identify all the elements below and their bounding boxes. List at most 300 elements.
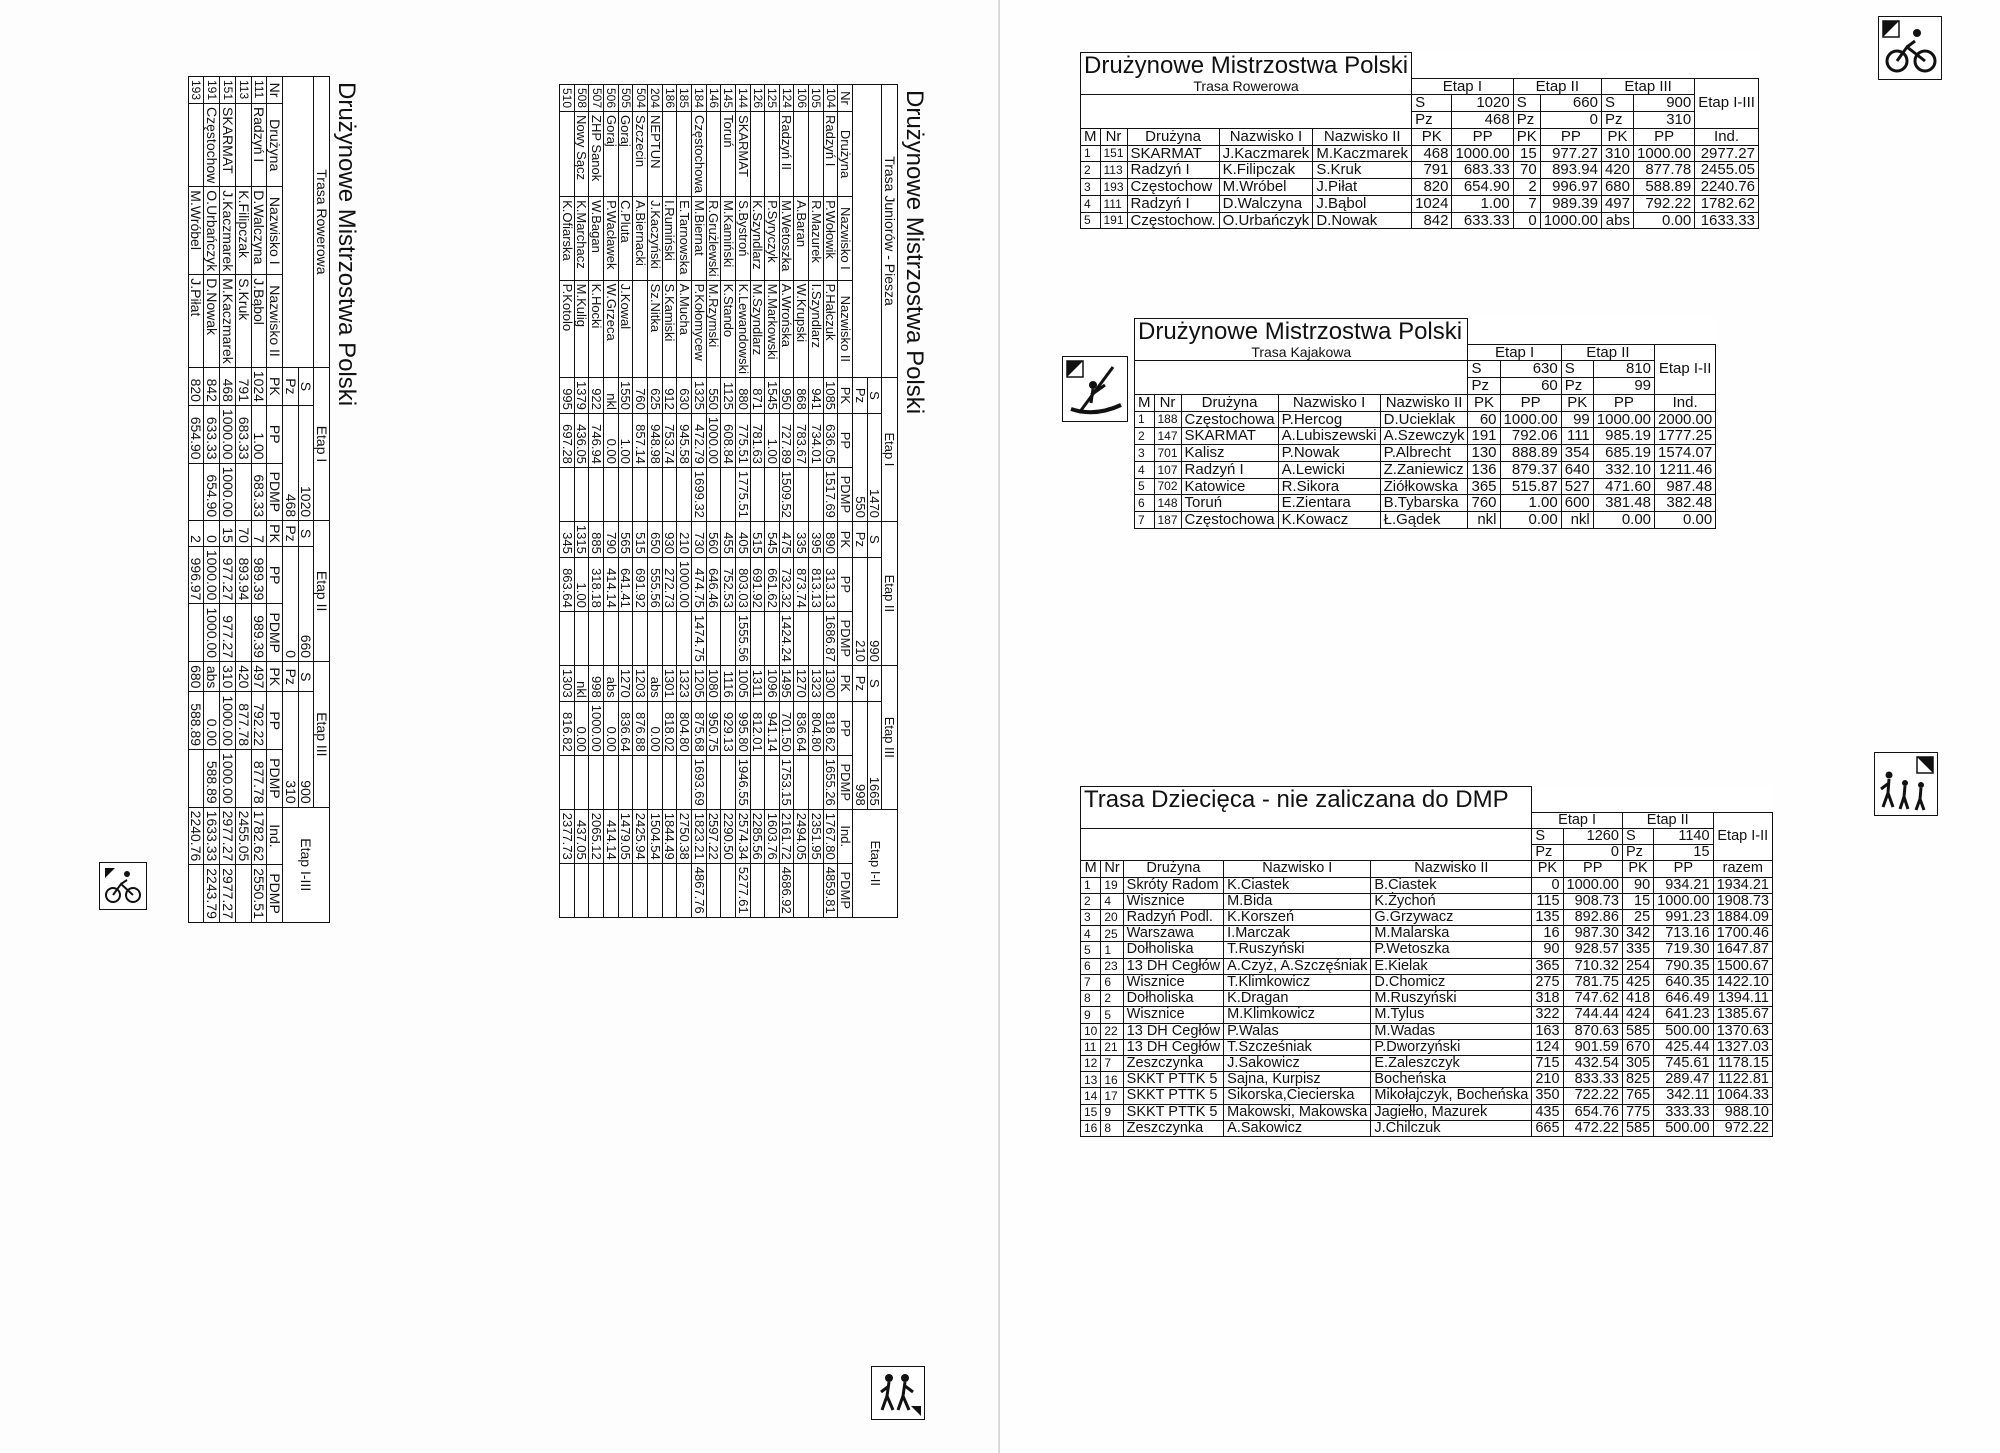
walk-left-row-cell-ind: 414.14 [604,809,619,863]
bike-left-row-cell-nr: 113 [235,77,251,104]
walk-left-row-cell-pdmp1 [633,467,648,521]
kids-row [1081,1055,1773,1071]
bike-row-cell-pk3: 680 [1601,179,1633,196]
kids-row [1081,926,1773,942]
walk-left-row [721,85,736,918]
bike-row-cell-pp1: 633.33 [1452,212,1513,229]
kids-row-cell-pp2: 425.44 [1654,1039,1713,1055]
walk-left-row-cell-n2: I.Szyndlarz [809,280,824,377]
bike-left-row-cell-n1: J.Kaczmarek [220,187,236,275]
bike-left-row-cell-pdmp1: 683.33 [251,463,267,521]
bike-row-cell-n2: J.Bąbol [1313,195,1412,212]
kayak-title-spacer [1468,319,1716,345]
walk-left-row-cell-pk2: 650 [648,521,663,557]
kayak-row-cell-team: SKARMAT [1181,428,1278,445]
walk-left-row-cell-pp1: 0.00 [604,413,619,467]
walk-left-col-pdmp2: PDMP [838,611,853,665]
kayak-row-cell-pk1: 365 [1468,478,1500,495]
bike-left-col-nr: Nr [267,77,283,104]
bike-left-etap1-label: Etap I [314,367,330,520]
kids-row-cell-pp1: 472.22 [1563,1120,1622,1136]
kayak-row-cell-pp2: 985.19 [1593,428,1654,445]
bike-left-col-n2: Nazwisko II [267,275,283,368]
walk-left-row-cell-pdmp3 [706,755,721,809]
bike-left-row-cell-ind: 1633.33 [204,807,220,865]
kids-col-pk1: PK [1532,861,1563,877]
kids-row-cell-nr: 7 [1101,1055,1123,1071]
walk-left-row-cell-pp2: 752.53 [721,557,736,611]
walk-left-row-cell-pdmp3 [794,755,809,809]
walk-left-row [735,85,750,918]
bike-left-s3-label: S [298,662,314,692]
bike-left-row-cell-pk1: 791 [235,367,251,405]
kayak-row-cell-ind: 1777.25 [1655,428,1716,445]
walk-left-pz2-label: Pz [853,521,868,557]
kayak-col-pk1: PK [1468,394,1500,411]
hikers-icon [871,1366,925,1420]
bike-row [1081,212,1759,229]
walk-left-row-cell-pk2: 890 [823,521,838,557]
walk-left-row-cell-pk3: 1495 [779,665,794,701]
walk-left-s1-label: S [867,377,882,413]
walk-left-row-cell-ind: 2494.05 [794,809,809,863]
kayak-row-cell-nr: 148 [1154,495,1181,512]
kayak-row-cell-pp2: 685.19 [1593,445,1654,462]
bike-left-row-cell-ind: 1782.62 [251,807,267,865]
walk-left-row-cell-pk2: 405 [735,521,750,557]
kayak-col-pp1: PP [1500,394,1561,411]
walk-left-row-cell-team: NEPTUN [648,112,663,197]
kids-row-cell-pp2: 745.61 [1654,1055,1713,1071]
bike-left-col-druzyna: Drużyna [267,104,283,187]
walk-left-row-cell-ind: 1479.05 [618,809,633,863]
bike-left-row-cell-nr: 193 [188,77,204,104]
kids-row-cell-ind: 988.10 [1713,1104,1772,1120]
walk-left-row-cell-pp2: 732.32 [779,557,794,611]
bike-left-col-ind: Ind. [267,807,283,865]
walk-left-row-cell-pk3: 1205 [691,665,706,701]
kayak-icon [1062,356,1128,422]
kids-row-cell-n1: T.Klimkowicz [1224,974,1371,990]
bike-row-cell-ind: 1633.33 [1695,212,1759,229]
walk-left-row-cell-pdmp: 5277.61 [735,863,750,917]
bike-left-row [220,77,236,923]
kayak-row-cell-team: Częstochowa [1181,411,1278,428]
kids-row-cell-pk1: 665 [1532,1120,1563,1136]
walk-left-row-cell-pdmp3 [809,755,824,809]
walk-left-row-cell-pdmp3 [560,755,575,809]
kids-row-cell-pk1: 0 [1532,877,1563,893]
walk-left-row-cell-pk2: 345 [560,521,575,557]
kids-row-cell-pk1: 90 [1532,942,1563,958]
kids-row-cell-m: 12 [1081,1055,1101,1071]
bike-left-row-cell-pdmp3 [188,750,204,808]
kayak-row-cell-ind: 2000.00 [1655,411,1716,428]
walk-left-row-cell-pp3: 876.88 [633,701,648,755]
bike-left-total-label: Etap I-III [282,807,329,922]
kids-col-pp2: PP [1654,861,1713,877]
kayak-row-cell-n2: D.Ucieklak [1380,411,1468,428]
kids-row-cell-m: 13 [1081,1072,1101,1088]
bike-left-row-cell-pp1: 654.90 [188,405,204,463]
kids-row-cell-nr: 2 [1101,991,1123,1007]
walk-left-row-cell-nr: 204 [648,85,663,112]
walk-left-row-cell-team [794,112,809,197]
kids-row-cell-m: 5 [1081,942,1101,958]
kayak-row-cell-pp2: 471.60 [1593,478,1654,495]
bike-row-cell-team: Radzyń I [1127,195,1219,212]
kids-row-cell-nr: 23 [1101,958,1123,974]
bike-left-s2-value: 660 [298,546,314,661]
walk-left-row-cell-pdmp1 [589,467,604,521]
bike-left-row-cell-pk1: 820 [188,367,204,405]
kayak-row [1135,478,1716,495]
walk-left-row-cell-n2 [633,280,648,377]
walk-left-row-cell-pk2: 395 [809,521,824,557]
bike-row-cell-pk3: 497 [1601,195,1633,212]
walk-left-row-cell-ind: 2597.22 [706,809,721,863]
kayak-row-cell-m: 2 [1135,428,1155,445]
bike-s2-value: 660 [1540,95,1601,112]
bike-left-row-cell-pdmp: 2977.27 [220,865,236,923]
kayak-row-cell-pk1: 130 [1468,445,1500,462]
kids-results-table [1080,786,1773,1137]
bike-col-pp3: PP [1633,128,1694,145]
walk-left-row-cell-pdmp2 [721,611,736,665]
walk-left-row-cell-pk1: 995 [560,377,575,413]
walk-left-row-cell-n1: A.Baran [794,197,809,281]
bike-left-row-cell-nr: 151 [220,77,236,104]
bike-left-pz1-label: Pz [282,367,298,405]
walk-left-row-cell-nr: 504 [633,85,648,112]
walk-left-row-cell-pp2: 691.92 [750,557,765,611]
walk-left-row-cell-pp1: 727.89 [779,413,794,467]
walk-left-row-cell-pp2: 803.03 [735,557,750,611]
walk-left-row-cell-team: Radzyń II [779,112,794,197]
family-walk-icon [1874,752,1938,816]
bike-left-row-cell-pdmp [188,865,204,923]
kayak-row-cell-pk2: 99 [1561,411,1593,428]
kids-row-cell-team: SKKT PTTK 5 [1123,1072,1224,1088]
hikers-icon-svg [875,1370,921,1416]
kids-row-cell-pk2: 418 [1622,991,1653,1007]
walk-left-row-cell-pdmp [589,863,604,917]
kids-row [1081,974,1773,990]
bike-left-row-cell-nr: 111 [251,77,267,104]
bike-row-cell-ind: 2240.76 [1695,179,1759,196]
walk-left-row-cell-team: Nowy Sącz [574,112,589,197]
bike-row-cell-team: Częstochow [1127,179,1219,196]
bike-s1-value: 1020 [1452,95,1513,112]
walk-left-row-cell-pdmp2 [794,611,809,665]
kids-row-cell-ind: 972.22 [1713,1120,1772,1136]
bike-row-cell-pk3: abs [1601,212,1633,229]
kids-row-cell-n1: T.Ruszyński [1224,942,1371,958]
walk-left-row [560,85,575,918]
kids-row-cell-pp1: 744.44 [1563,1007,1622,1023]
walk-left-row-cell-pk2: 545 [765,521,780,557]
walk-left-row-cell-pp3: 701.50 [779,701,794,755]
kayak-row-cell-n1: A.Lubiszewski [1278,428,1380,445]
kids-row-cell-pk1: 115 [1532,893,1563,909]
kayak-col-n2: Nazwisko II [1380,394,1468,411]
walk-left-row-cell-team: Goraj [618,112,633,197]
kids-row-cell-pp1: 432.54 [1563,1055,1622,1071]
walk-left-col-pk2: PK [838,521,853,557]
kayak-row-cell-team: Katowice [1181,478,1278,495]
walk-left-row-cell-pk2: 515 [750,521,765,557]
walk-left-row-cell-ind: 2377.73 [560,809,575,863]
kids-row-cell-team: Radzyń Podl. [1123,910,1224,926]
bike-row [1081,179,1759,196]
kids-row-cell-pp1: 781.75 [1563,974,1622,990]
walk-left-row-cell-nr: 104 [823,85,838,112]
rotated-walk-table-container [559,84,930,918]
walk-left-col-pp1: PP [838,413,853,467]
bike-col-pk3: PK [1601,128,1633,145]
bike-pz1-value: 468 [1452,112,1513,129]
kids-row-cell-pp1: 833.33 [1563,1072,1622,1088]
kids-row [1081,942,1773,958]
bike-left-row-cell-pdmp3: 877.78 [251,750,267,808]
bike-left-pz3-label: Pz [282,662,298,692]
walk-left-row-cell-n1: M.Biernat [691,197,706,281]
bike-left-row-cell-pp2: 996.97 [188,546,204,604]
walk-left-pz3-label: Pz [853,665,868,701]
walk-left-row-cell-ind: 2290.50 [721,809,736,863]
kids-row-cell-ind: 1178.15 [1713,1055,1772,1071]
bike-left-col-pk3: PK [267,662,283,692]
bike-row-cell-pk2: 0 [1513,212,1540,229]
kayak-row [1135,461,1716,478]
kids-row-cell-ind: 1500.67 [1713,958,1772,974]
kids-row-cell-n1: Makowski, Makowska [1224,1104,1371,1120]
bike-left-row-cell-n2: J.Piłat [188,275,204,368]
bike-left-row-cell-n1: O.Urbańczyk [204,187,220,275]
kayak-etap1-label: Etap I [1468,344,1561,361]
walk-left-row-cell-pk3: 1300 [823,665,838,701]
walk-left-row-cell-pp1: 781.63 [750,413,765,467]
kayak-col-m: M [1135,394,1155,411]
walk-left-row-cell-pp2: 863.64 [560,557,575,611]
kids-row [1081,1072,1773,1088]
walk-left-row-cell-n2: W.Grzeca [604,280,619,377]
walk-left-col-pk1: PK [838,377,853,413]
walk-left-row-cell-n2: P.Hałczuk [823,280,838,377]
walk-left-row [574,85,589,918]
bike-left-s1-label: S [298,367,314,405]
bike-left-row-cell-pdmp: 2550.51 [251,865,267,923]
walk-left-row-cell-pp3: 812.01 [750,701,765,755]
kids-row-cell-pk2: 342 [1622,926,1653,942]
bike-row-cell-pp2: 996.97 [1540,179,1601,196]
bike-left-row-cell-ind: 2455.05 [235,807,251,865]
walk-left-row-cell-pk1: 880 [735,377,750,413]
bike-col-ind: Ind. [1695,128,1759,145]
walk-left-row-cell-pdmp3 [589,755,604,809]
walk-left-row-cell-ind: 2285.56 [750,809,765,863]
kayak-row-cell-m: 5 [1135,478,1155,495]
kids-row-cell-n2: Mikołajczyk, Bocheńska [1371,1088,1532,1104]
bike-left-row-cell-pk1: 468 [220,367,236,405]
walk-left-row-cell-pp2: 555.56 [648,557,663,611]
bike-left-row-cell-pk3: 310 [220,662,236,692]
kayak-pz1-value: 60 [1500,378,1561,395]
walk-left-row-cell-pdmp2 [589,611,604,665]
walk-left-row-cell-n1: J.Kaczyński [648,197,663,281]
walk-left-row-cell-pp1: 746.94 [589,413,604,467]
bike-col-nr: Nr [1100,128,1127,145]
walk-left-row-cell-pdmp [765,863,780,917]
walk-left-row-cell-pp1: 775.51 [735,413,750,467]
bike-left-row-cell-n2: S.Kruk [235,275,251,368]
bike-left-row-cell-pk3: 420 [235,662,251,692]
kids-row-cell-pp2: 500.00 [1654,1120,1713,1136]
kayak-row-cell-pp2: 381.48 [1593,495,1654,512]
bike-row-cell-nr: 191 [1100,212,1127,229]
bike-row-cell-n2: J.Piłat [1313,179,1412,196]
kids-row-cell-n2: M.Tylus [1371,1007,1532,1023]
bike-left-row [204,77,220,923]
kids-row [1081,910,1773,926]
bike-row-cell-n1: M.Wróbel [1219,179,1313,196]
kayak-row-cell-n2: Z.Zaniewicz [1380,461,1468,478]
kayak-pz2-label: Pz [1561,378,1593,395]
walk-left-row [648,85,663,918]
walk-left-row-cell-pk3: 998 [589,665,604,701]
kids-row-cell-nr: 17 [1101,1088,1123,1104]
bike-left-pz3-value: 310 [282,692,298,807]
walk-left-row-cell-pp2: 1.00 [574,557,589,611]
bike-row-cell-pk1: 468 [1412,145,1452,162]
bike-left-pz2-label: Pz [282,521,298,547]
kids-pz1-value: 0 [1563,845,1622,861]
walk-left-row-cell-team: Radzyń I [823,112,838,197]
kids-row-cell-pp1: 901.59 [1563,1039,1622,1055]
walk-left-row-cell-pp1: 1.00 [618,413,633,467]
kayak-row [1135,428,1716,445]
kayak-results-block [1134,318,1716,529]
walk-left-row-cell-pk2: 565 [618,521,633,557]
walk-left-row-cell-pdmp [560,863,575,917]
walk-left-row-cell-pk2: 560 [706,521,721,557]
walk-left-row-cell-nr: 506 [604,85,619,112]
walk-left-row-cell-nr: 144 [735,85,750,112]
kids-row-cell-team: SKKT PTTK 5 [1123,1088,1224,1104]
kayak-subtitle: Trasa Kajakowa [1135,344,1468,361]
walk-left-row-cell-n1: K.Marchacz [574,197,589,281]
kayak-row-cell-ind: 1574.07 [1655,445,1716,462]
bike-left-row [235,77,251,923]
kayak-row-cell-pp1: 1000.00 [1500,411,1561,428]
walk-left-row-cell-pk1: 922 [589,377,604,413]
rotated-bike-table-container [188,76,362,923]
walk-left-row-cell-pk1: 1545 [765,377,780,413]
walk-left-row-cell-pdmp: 4859.81 [823,863,838,917]
walk-left-row-cell-pdmp1 [604,467,619,521]
bike-title-spacer [1412,53,1695,79]
walk-left-row-cell-pdmp1 [618,467,633,521]
walk-left-row-cell-nr: 185 [677,85,692,112]
bike-row-cell-pk1: 1024 [1412,195,1452,212]
bike-left-blank [282,77,313,368]
walk-left-row-cell-pk1: 1379 [574,377,589,413]
bike-left-row-cell-pp2: 989.39 [251,546,267,604]
kayak-row-cell-pp1: 515.87 [1500,478,1561,495]
walk-left-row-cell-n2: M.Szyndlarz [750,280,765,377]
kids-row-cell-pp1: 1000.00 [1563,877,1622,893]
walk-left-etap3-label: Etap III [882,665,898,809]
walk-left-row-cell-ind: 2750.38 [677,809,692,863]
bike-left-row-cell-pk2: 0 [204,521,220,547]
bike-row-cell-m: 2 [1081,162,1101,179]
kids-col-druzyna: Drużyna [1123,861,1224,877]
kids-row-cell-pp2: 1000.00 [1654,893,1713,909]
bike-row-cell-n1: J.Kaczmarek [1219,145,1313,162]
walk-left-row-cell-ind: 1823.21 [691,809,706,863]
bike-row-cell-pp1: 654.90 [1452,179,1513,196]
bike-row-cell-pk2: 15 [1513,145,1540,162]
bike-left-col-pp3: PP [267,692,283,750]
walk-left-row-cell-team: Częstochowa [691,112,706,197]
walk-left-s1-value: 1470 [867,413,882,521]
kids-row-cell-pk1: 365 [1532,958,1563,974]
walk-left-row-cell-pdmp1: 1517.69 [823,467,838,521]
kayak-row-cell-nr: 702 [1154,478,1181,495]
walk-left-row-cell-pk2: 210 [677,521,692,557]
kayak-icon-svg [1065,359,1125,419]
kayak-row-cell-n1: R.Sikora [1278,478,1380,495]
kids-row-cell-n1: A.Sakowicz [1224,1120,1371,1136]
kids-row-cell-team: SKKT PTTK 5 [1123,1104,1224,1120]
kids-row-cell-pk1: 163 [1532,1023,1563,1039]
walk-left-row-cell-nr: 146 [706,85,721,112]
kayak-row [1135,411,1716,428]
bike-col-pk1: PK [1412,128,1452,145]
kayak-row-cell-team: Toruń [1181,495,1278,512]
kids-row-cell-team: Dołholiska [1123,942,1224,958]
kids-row-cell-pp1: 710.32 [1563,958,1622,974]
walk-left-total-label: Etap I-II [853,809,898,917]
kayak-row-cell-pk1: 60 [1468,411,1500,428]
walk-left-row-cell-pdmp: 4867.76 [691,863,706,917]
kids-etap2-label: Etap II [1622,812,1713,828]
kids-row-cell-n1: M.Klimkowicz [1224,1007,1371,1023]
kayak-total-label: Etap I-II [1655,344,1716,394]
walk-left-row-cell-pk2: 1315 [574,521,589,557]
kids-row-cell-pp2: 713.16 [1654,926,1713,942]
walk-left-row-cell-pk2: 790 [604,521,619,557]
kayak-row-cell-team: Kalisz [1181,445,1278,462]
kids-row-cell-pp2: 640.35 [1654,974,1713,990]
walk-left-row-cell-pdmp2 [662,611,677,665]
bike-left-row-cell-pp2: 893.94 [235,546,251,604]
kids-row-cell-nr: 21 [1101,1039,1123,1055]
walk-left-row-cell-pdmp2 [604,611,619,665]
kayak-row-cell-m: 1 [1135,411,1155,428]
bike-row-cell-m: 3 [1081,179,1101,196]
walk-left-row-cell-pdmp [648,863,663,917]
walk-left-row-cell-pdmp [721,863,736,917]
kayak-row-cell-nr: 701 [1154,445,1181,462]
walk-left-row-cell-pp2: 474.75 [691,557,706,611]
walk-left-row-cell-pdmp2 [618,611,633,665]
kids-row-cell-n1: I.Marczak [1224,926,1371,942]
walk-left-row-cell-team: Goraj [604,112,619,197]
walk-left-row-cell-ind: 2425.94 [633,809,648,863]
kids-row [1081,877,1773,893]
walk-left-row-cell-nr: 105 [809,85,824,112]
